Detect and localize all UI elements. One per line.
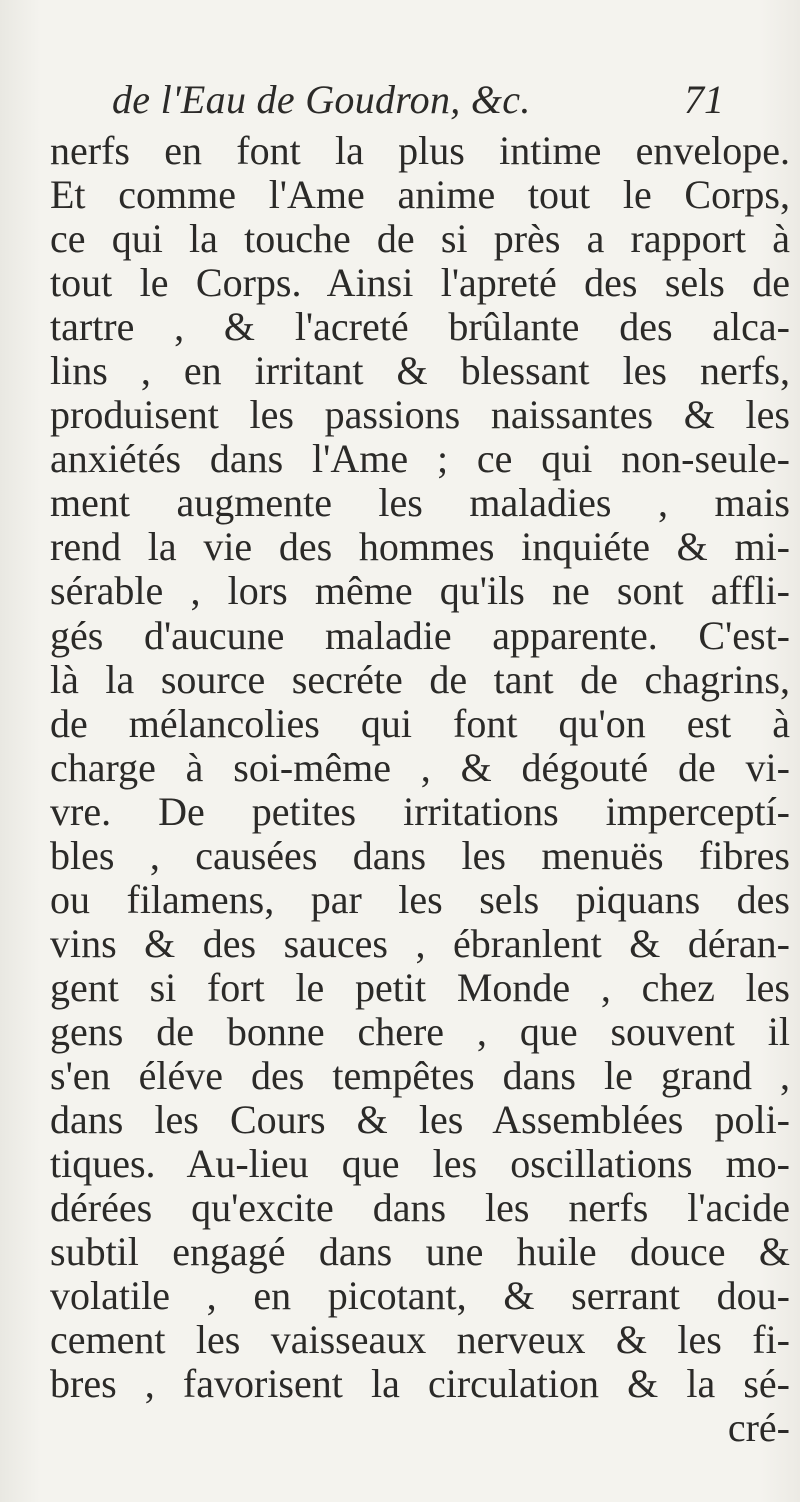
text-line: produisent les passions naissantes & les xyxy=(50,392,790,438)
text-line: rend la vie des hommes inquiéte & mi- xyxy=(50,524,790,570)
text-line: anxiétés dans l'Ame ; ce qui non-seule- xyxy=(50,436,790,482)
text-line: lins , en irritant & blessant les nerfs, xyxy=(50,348,790,394)
text-line: dérées qu'excite dans les nerfs l'acide xyxy=(50,1185,790,1231)
text-line: cement les vaisseaux nerveux & les fi- xyxy=(50,1317,790,1363)
text-line: tiques. Au-lieu que les oscillations mo- xyxy=(50,1141,790,1187)
text-line: gens de bonne chere , que souvent il xyxy=(50,1008,790,1054)
text-line: s'en éléve des tempêtes dans le grand , xyxy=(50,1052,790,1098)
body-text xyxy=(50,129,790,1450)
text-line: bles , causées dans les menuës fibres xyxy=(50,832,790,878)
text-line: gent si fort le petit Monde , chez les xyxy=(50,964,790,1010)
text-line: gés d'aucune maladie apparente. C'est- xyxy=(50,612,790,658)
text-line: vre. De petites irritations imperceptí- xyxy=(50,788,790,834)
text-line: bres , favorisent la circulation & la sé- xyxy=(50,1361,790,1407)
catchword: cré- xyxy=(727,1405,790,1451)
text-line: subtil engagé dans une huile douce & xyxy=(50,1229,790,1275)
text-line: ou filamens, par les sels piquans des xyxy=(50,876,790,922)
text-line: Et comme l'Ame anime tout le Corps, xyxy=(50,172,790,218)
text-line: de mélancolies qui font qu'on est à xyxy=(50,700,790,746)
page-header xyxy=(112,70,724,130)
page-number: 71 xyxy=(684,77,724,122)
text-line: tartre , & l'acreté brûlante des alca- xyxy=(50,304,790,350)
running-title: de l'Eau de Goudron, &c. xyxy=(112,77,531,122)
text-line: volatile , en picotant, & serrant dou- xyxy=(50,1273,790,1319)
text-line: dans les Cours & les Assemblées poli- xyxy=(50,1097,790,1143)
text-line: sérable , lors même qu'ils ne sont affli- xyxy=(50,568,790,614)
text-line: là la source secréte de tant de chagrins, xyxy=(50,656,790,702)
text-line: ment augmente les maladies , mais xyxy=(50,480,790,526)
text-line: vins & des sauces , ébranlent & déran- xyxy=(50,920,790,966)
text-line: ce qui la touche de si près a rapport à xyxy=(50,216,790,262)
text-line: nerfs en font la plus intime envelope. xyxy=(50,128,790,173)
text-line: tout le Corps. Ainsi l'apreté des sels de xyxy=(50,260,790,306)
text-line: charge à soi-même , & dégouté de vi- xyxy=(50,744,790,790)
